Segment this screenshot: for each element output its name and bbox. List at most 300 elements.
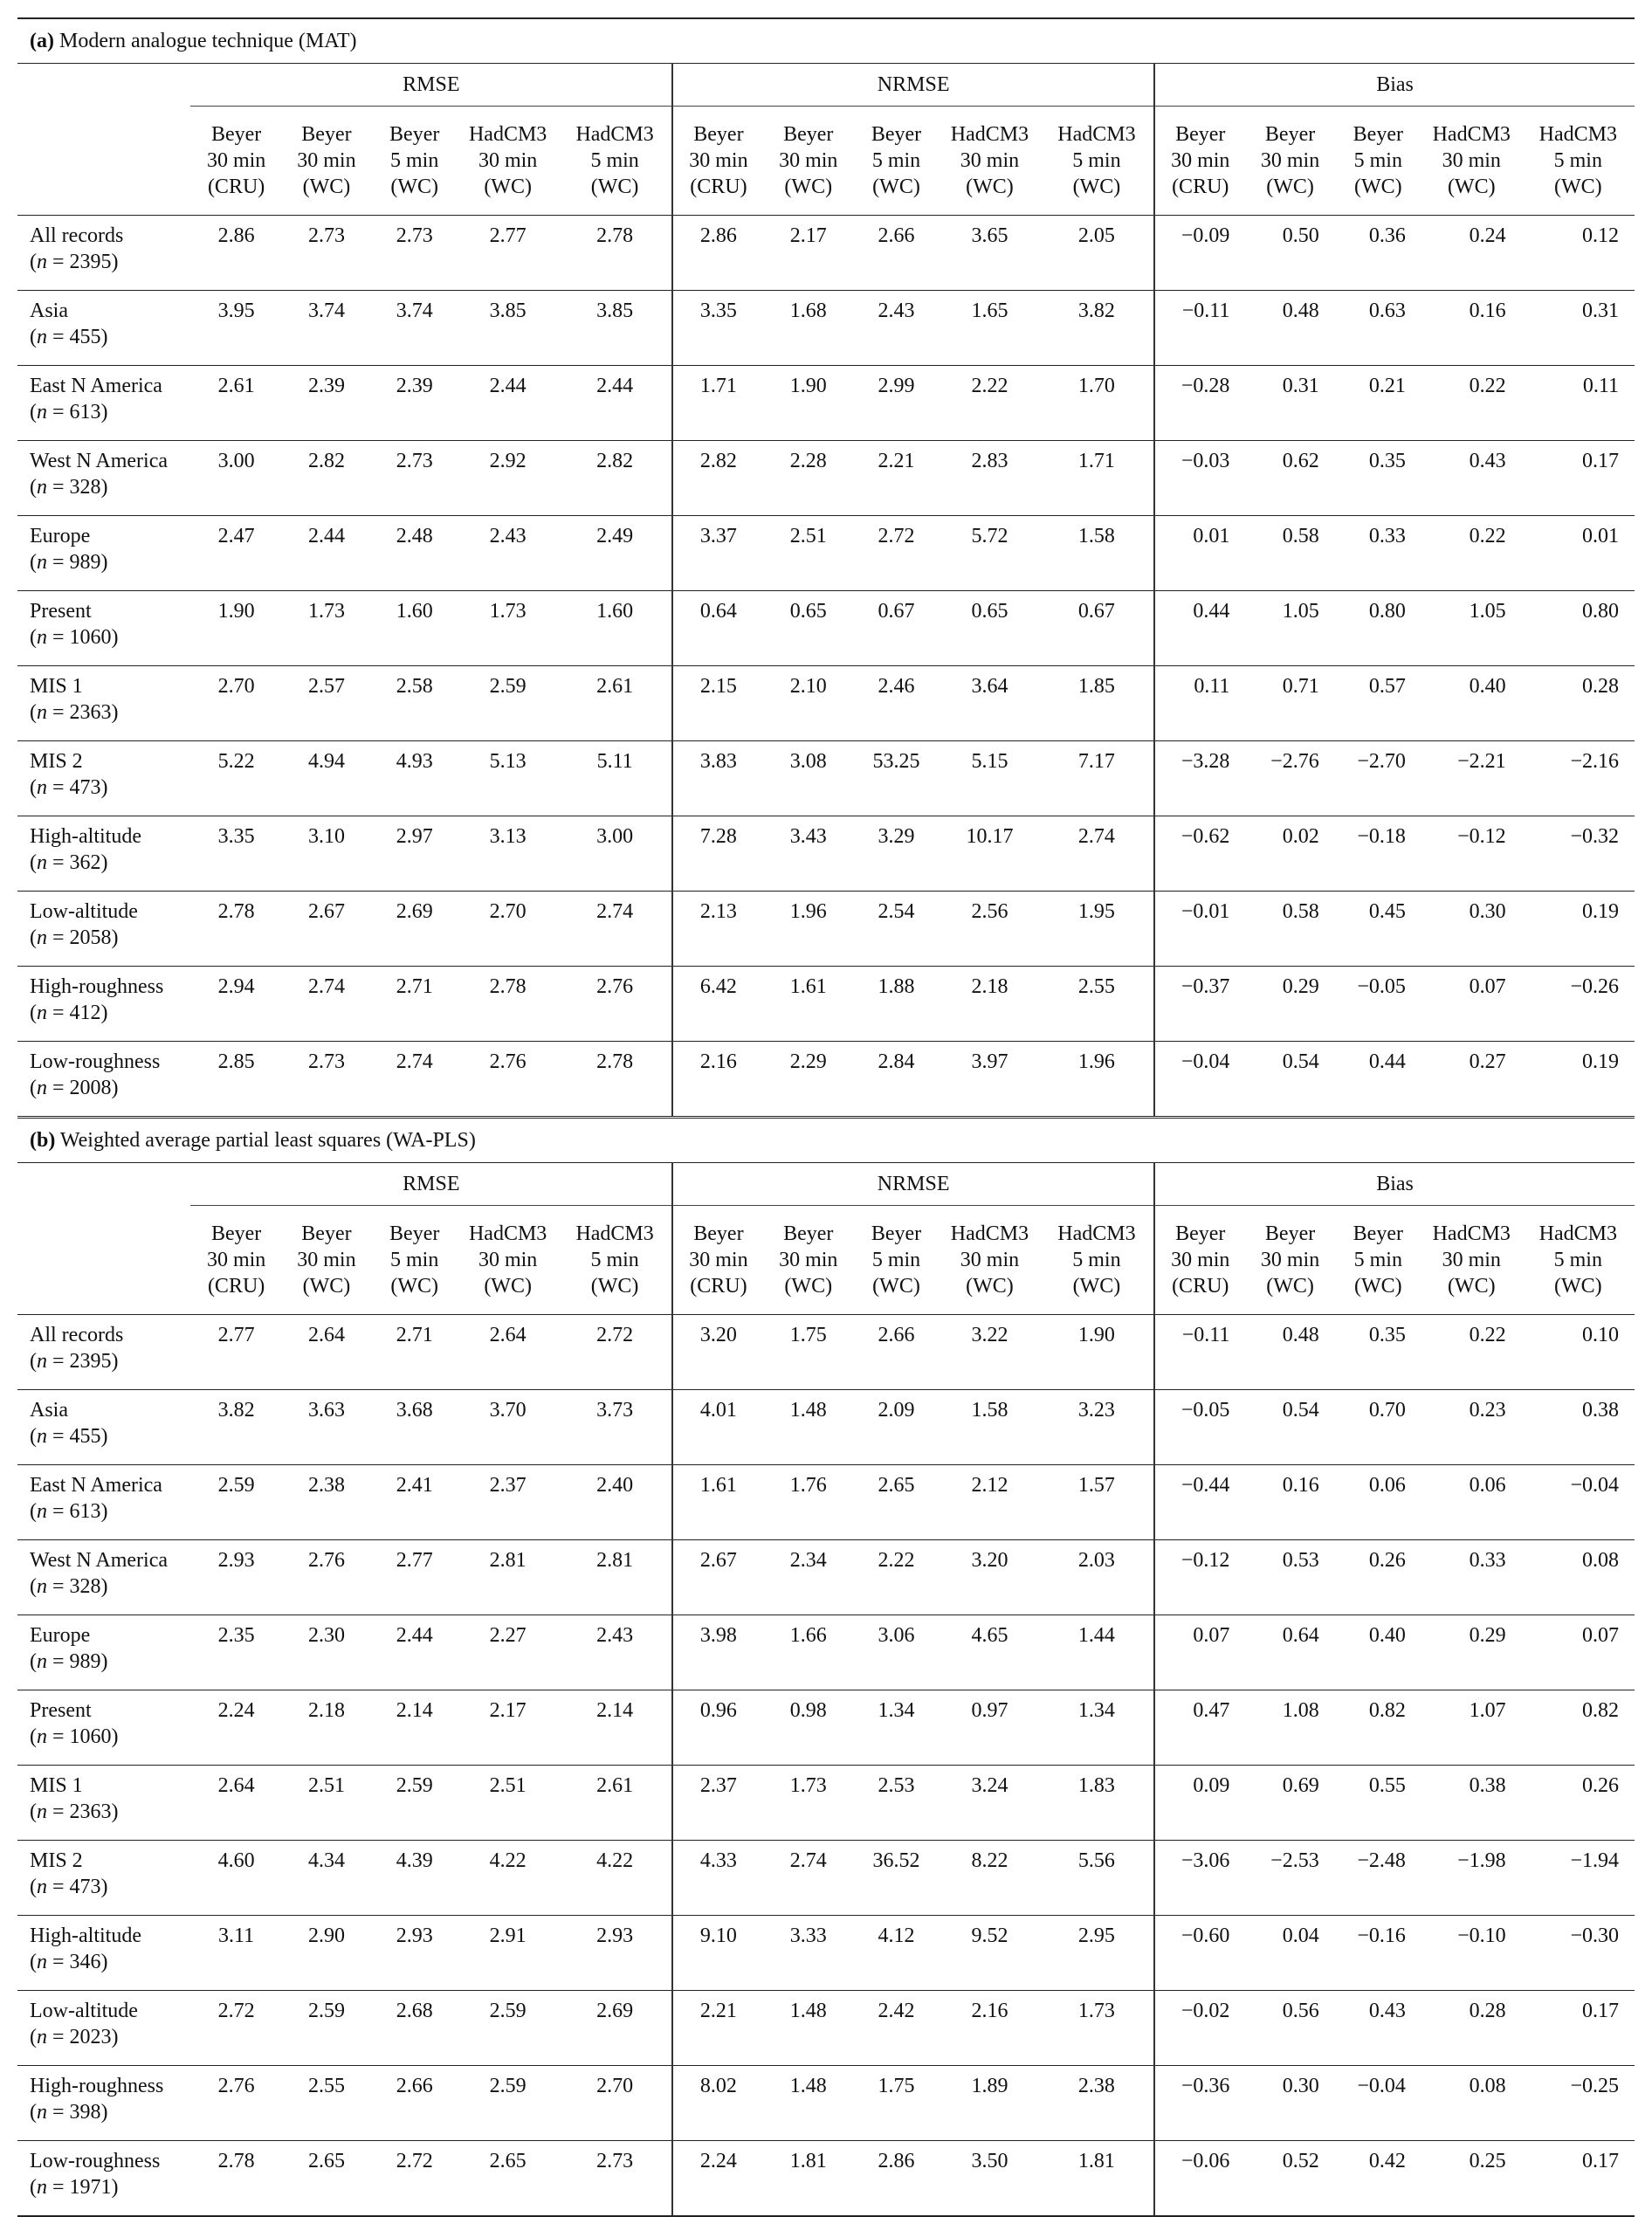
- table-row: [17, 2141, 1635, 2217]
- table-cell: 9.52: [940, 1916, 1040, 1991]
- table-cell: 2.55: [282, 2066, 371, 2141]
- table-cell: 2.86: [853, 2141, 940, 2217]
- row-name: Asia: [30, 1399, 68, 1422]
- table-cell: 1.75: [853, 2066, 940, 2141]
- row-label: [17, 1540, 190, 1615]
- table-cell: −0.12: [1421, 816, 1522, 892]
- table-cell: 2.58: [371, 666, 458, 741]
- table-cell: 1.73: [458, 591, 558, 666]
- table-cell: 2.44: [371, 1615, 458, 1690]
- table-cell: 0.10: [1522, 1315, 1635, 1390]
- table-cell: 2.70: [190, 666, 281, 741]
- table-cell: 0.53: [1245, 1540, 1334, 1615]
- table-cell: −0.30: [1522, 1916, 1635, 1991]
- table-cell: 0.22: [1421, 516, 1522, 591]
- table-cell: 2.51: [282, 1766, 371, 1841]
- row-label: [17, 441, 190, 516]
- table-cell: 1.58: [940, 1390, 1040, 1465]
- row-name: All records: [30, 1324, 124, 1346]
- row-name: East N America: [30, 1474, 162, 1497]
- table-cell: 5.13: [458, 741, 558, 816]
- column-header-line: (WC): [1447, 1275, 1496, 1298]
- table-cell: 0.33: [1421, 1540, 1522, 1615]
- table-cell: 2.74: [282, 967, 371, 1042]
- row-name: MIS 1: [30, 675, 83, 698]
- group-header: NRMSE: [672, 1163, 1154, 1206]
- table-cell: −0.11: [1154, 1315, 1245, 1390]
- sample-count: 346: [69, 1951, 101, 1973]
- table-cell: 0.25: [1421, 2141, 1522, 2217]
- table-cell: 0.38: [1522, 1390, 1635, 1465]
- column-header-line: 5 min: [390, 1249, 439, 1271]
- column-header-line: 5 min: [1072, 1249, 1121, 1271]
- table-cell: 0.97: [940, 1690, 1040, 1766]
- table-row: [17, 816, 1635, 892]
- column-header-line: (WC): [390, 1275, 439, 1298]
- table-cell: 3.95: [190, 291, 281, 366]
- column-header-line: 30 min: [206, 1249, 266, 1271]
- row-sample-size: (n = 398): [30, 2101, 108, 2124]
- column-header-line: 30 min: [1171, 149, 1230, 172]
- table-cell: 8.02: [672, 2066, 763, 2141]
- table-cell: 0.45: [1335, 892, 1421, 967]
- results-table-container: [17, 17, 1635, 2217]
- table-row: [17, 1841, 1635, 1916]
- table-cell: 2.74: [764, 1841, 853, 1916]
- table-cell: 2.84: [853, 1042, 940, 1118]
- column-header-line: (WC): [1266, 1275, 1314, 1298]
- table-cell: 2.39: [371, 366, 458, 441]
- table-cell: 0.22: [1421, 1315, 1522, 1390]
- row-sample-size: (n = 346): [30, 1951, 108, 1973]
- table-cell: 2.37: [672, 1766, 763, 1841]
- table-cell: 3.33: [764, 1916, 853, 1991]
- table-cell: 3.11: [190, 1916, 281, 1991]
- table-cell: 4.01: [672, 1390, 763, 1465]
- table-cell: 0.63: [1335, 291, 1421, 366]
- table-cell: 2.54: [853, 892, 940, 967]
- table-cell: 2.91: [458, 1916, 558, 1991]
- column-header-line: 30 min: [689, 149, 748, 172]
- column-header-line: (CRU): [207, 176, 265, 198]
- panel-title: Modern analogue technique (MAT): [59, 29, 357, 52]
- column-header-line: (WC): [784, 176, 833, 198]
- table-cell: 1.70: [1040, 366, 1154, 441]
- table-cell: −2.48: [1335, 1841, 1421, 1916]
- table-cell: 1.71: [672, 366, 763, 441]
- table-cell: 3.13: [458, 816, 558, 892]
- table-cell: 0.02: [1245, 816, 1334, 892]
- table-cell: 2.71: [371, 1315, 458, 1390]
- table-cell: 0.80: [1522, 591, 1635, 666]
- table-cell: 6.42: [672, 967, 763, 1042]
- table-cell: 0.69: [1245, 1766, 1334, 1841]
- table-cell: 0.64: [1245, 1615, 1334, 1690]
- table-cell: 36.52: [853, 1841, 940, 1916]
- row-sample-size: (n = 455): [30, 326, 108, 348]
- column-header-line: 30 min: [1442, 149, 1501, 172]
- column-header-line: 5 min: [390, 149, 439, 172]
- table-cell: −2.21: [1421, 741, 1522, 816]
- sample-count: 473: [69, 776, 101, 799]
- table-cell: 7.17: [1040, 741, 1154, 816]
- panel-caption: [17, 1118, 1635, 1163]
- column-header: [764, 1206, 853, 1315]
- table-cell: 2.61: [190, 366, 281, 441]
- group-header-row: [17, 64, 1635, 107]
- table-cell: −2.70: [1335, 741, 1421, 816]
- table-cell: 2.47: [190, 516, 281, 591]
- table-cell: 0.30: [1421, 892, 1522, 967]
- table-cell: 0.50: [1245, 216, 1334, 291]
- column-header: [190, 1206, 281, 1315]
- table-cell: 2.76: [282, 1540, 371, 1615]
- table-row: [17, 967, 1635, 1042]
- table-cell: −0.04: [1154, 1042, 1245, 1118]
- column-header-line: Beyer: [693, 123, 744, 146]
- column-header-line: 30 min: [1260, 1249, 1320, 1271]
- table-cell: 2.74: [558, 892, 672, 967]
- table-row: [17, 1315, 1635, 1390]
- table-cell: 0.44: [1335, 1042, 1421, 1118]
- row-sample-size: (n = 473): [30, 1876, 108, 1898]
- table-cell: 0.21: [1335, 366, 1421, 441]
- column-header-line: Beyer: [1175, 123, 1226, 146]
- table-cell: 2.41: [371, 1465, 458, 1540]
- column-header-line: (WC): [1266, 176, 1314, 198]
- column-header-line: (WC): [302, 176, 351, 198]
- table-cell: 0.16: [1245, 1465, 1334, 1540]
- table-cell: 2.43: [558, 1615, 672, 1690]
- column-header: [371, 107, 458, 216]
- table-cell: 1.88: [853, 967, 940, 1042]
- row-sample-size: (n = 1060): [30, 1725, 119, 1748]
- row-label: [17, 1390, 190, 1465]
- table-cell: 2.18: [940, 967, 1040, 1042]
- table-cell: 2.69: [558, 1991, 672, 2066]
- column-header-line: 30 min: [960, 149, 1020, 172]
- table-cell: 1.07: [1421, 1690, 1522, 1766]
- table-cell: 4.94: [282, 741, 371, 816]
- table-cell: 2.24: [190, 1690, 281, 1766]
- table-cell: 2.59: [371, 1766, 458, 1841]
- table-cell: 2.68: [371, 1991, 458, 2066]
- table-cell: 0.38: [1421, 1766, 1522, 1841]
- table-cell: 2.99: [853, 366, 940, 441]
- column-header: [1040, 107, 1154, 216]
- table-cell: 2.43: [458, 516, 558, 591]
- sample-count: 473: [69, 1876, 101, 1898]
- sample-count: 328: [69, 476, 101, 499]
- table-cell: 2.78: [558, 1042, 672, 1118]
- table-row: [17, 1766, 1635, 1841]
- table-cell: 2.74: [1040, 816, 1154, 892]
- table-cell: 1.96: [764, 892, 853, 967]
- table-cell: 0.09: [1154, 1766, 1245, 1841]
- group-header: NRMSE: [672, 64, 1154, 107]
- table-cell: 0.01: [1154, 516, 1245, 591]
- table-cell: 2.70: [558, 2066, 672, 2141]
- column-header-line: Beyer: [693, 1222, 744, 1245]
- row-label: [17, 1042, 190, 1118]
- table-cell: 0.65: [764, 591, 853, 666]
- row-name: High-altitude: [30, 1924, 141, 1947]
- table-cell: 2.61: [558, 1766, 672, 1841]
- table-cell: 2.71: [371, 967, 458, 1042]
- column-header-line: (WC): [484, 176, 532, 198]
- row-sample-size: (n = 473): [30, 776, 108, 799]
- row-name: MIS 2: [30, 1849, 83, 1872]
- table-cell: −0.06: [1154, 2141, 1245, 2217]
- table-cell: 2.67: [282, 892, 371, 967]
- column-header-line: (CRU): [1172, 176, 1229, 198]
- table-cell: −0.03: [1154, 441, 1245, 516]
- table-cell: −0.04: [1335, 2066, 1421, 2141]
- table-cell: 2.10: [764, 666, 853, 741]
- row-label: [17, 967, 190, 1042]
- sample-count: 989: [69, 551, 101, 574]
- table-cell: 3.06: [853, 1615, 940, 1690]
- column-header-line: HadCM3: [1432, 123, 1511, 146]
- column-header-line: 30 min: [1171, 1249, 1230, 1271]
- table-cell: 2.21: [672, 1991, 763, 2066]
- row-label: [17, 1991, 190, 2066]
- table-cell: 0.82: [1522, 1690, 1635, 1766]
- table-cell: 2.15: [672, 666, 763, 741]
- table-cell: 1.90: [1040, 1315, 1154, 1390]
- table-cell: 1.48: [764, 1390, 853, 1465]
- sample-count: 1971: [69, 2176, 112, 2199]
- group-header-row: [17, 1163, 1635, 1206]
- table-cell: 2.70: [458, 892, 558, 967]
- row-name: East N America: [30, 375, 162, 397]
- table-cell: 2.37: [458, 1465, 558, 1540]
- table-row: [17, 216, 1635, 291]
- table-cell: 2.81: [558, 1540, 672, 1615]
- table-cell: 5.22: [190, 741, 281, 816]
- table-cell: 2.59: [458, 1991, 558, 2066]
- table-cell: 0.06: [1335, 1465, 1421, 1540]
- column-header-line: 5 min: [1553, 1249, 1602, 1271]
- table-cell: −0.18: [1335, 816, 1421, 892]
- table-cell: 1.60: [558, 591, 672, 666]
- table-cell: 4.12: [853, 1916, 940, 1991]
- column-header-line: (WC): [1553, 176, 1602, 198]
- table-cell: 2.35: [190, 1615, 281, 1690]
- table-row: [17, 1540, 1635, 1615]
- sample-count: 2058: [69, 926, 112, 949]
- table-cell: 0.17: [1522, 1991, 1635, 2066]
- table-cell: 9.10: [672, 1916, 763, 1991]
- table-cell: 2.73: [558, 2141, 672, 2217]
- table-cell: −0.62: [1154, 816, 1245, 892]
- row-label: [17, 816, 190, 892]
- table-cell: 2.48: [371, 516, 458, 591]
- column-header-line: (CRU): [690, 176, 747, 198]
- table-row: [17, 1991, 1635, 2066]
- table-cell: 10.17: [940, 816, 1040, 892]
- table-row: [17, 366, 1635, 441]
- panel-letter: (b): [30, 1128, 56, 1152]
- table-cell: −2.53: [1245, 1841, 1334, 1916]
- row-label: [17, 1841, 190, 1916]
- table-row: [17, 666, 1635, 741]
- row-name: Europe: [30, 525, 91, 547]
- table-cell: 2.12: [940, 1465, 1040, 1540]
- panel-caption: [17, 18, 1635, 64]
- row-sample-size: (n = 989): [30, 1650, 108, 1673]
- column-header-line: HadCM3: [1057, 123, 1136, 146]
- table-cell: 2.56: [940, 892, 1040, 967]
- table-cell: 2.64: [458, 1315, 558, 1390]
- column-header-line: 30 min: [297, 1249, 356, 1271]
- row-sample-size: (n = 2023): [30, 2026, 119, 2048]
- sample-count: 412: [69, 1002, 101, 1024]
- table-cell: 0.06: [1421, 1465, 1522, 1540]
- column-header-line: (WC): [484, 1275, 532, 1298]
- row-sample-size: (n = 989): [30, 551, 108, 574]
- table-cell: 2.81: [458, 1540, 558, 1615]
- table-cell: 3.74: [282, 291, 371, 366]
- column-header-line: (WC): [1072, 1275, 1121, 1298]
- column-header-line: (WC): [1072, 176, 1121, 198]
- column-header-line: 5 min: [1353, 149, 1402, 172]
- table-cell: 2.66: [853, 216, 940, 291]
- row-sample-size: (n = 613): [30, 401, 108, 423]
- column-header-line: (WC): [966, 1275, 1014, 1298]
- table-cell: 1.08: [1245, 1690, 1334, 1766]
- column-header: [371, 1206, 458, 1315]
- table-cell: 2.78: [558, 216, 672, 291]
- sample-count: 2363: [69, 1800, 112, 1823]
- table-cell: 2.72: [853, 516, 940, 591]
- sample-count: 398: [69, 2101, 101, 2124]
- row-name: Low-roughness: [30, 1050, 161, 1073]
- column-header: [1154, 107, 1245, 216]
- column-header-line: Beyer: [301, 1222, 352, 1245]
- table-cell: 2.77: [190, 1315, 281, 1390]
- table-cell: 2.77: [458, 216, 558, 291]
- table-cell: −0.26: [1522, 967, 1635, 1042]
- table-cell: 4.60: [190, 1841, 281, 1916]
- table-row: [17, 291, 1635, 366]
- table-cell: 0.29: [1245, 967, 1334, 1042]
- table-cell: 0.70: [1335, 1390, 1421, 1465]
- column-header-line: (CRU): [207, 1275, 265, 1298]
- column-header-line: (WC): [1553, 1275, 1602, 1298]
- table-cell: 2.22: [940, 366, 1040, 441]
- table-cell: −0.09: [1154, 216, 1245, 291]
- column-header: [940, 107, 1040, 216]
- sample-count: 455: [69, 326, 101, 348]
- table-cell: 3.24: [940, 1766, 1040, 1841]
- row-label: [17, 2141, 190, 2217]
- column-header-line: HadCM3: [950, 1222, 1029, 1245]
- table-cell: 1.65: [940, 291, 1040, 366]
- column-header-line: (WC): [302, 1275, 351, 1298]
- table-cell: 3.10: [282, 816, 371, 892]
- table-cell: 2.82: [282, 441, 371, 516]
- table-cell: 1.68: [764, 291, 853, 366]
- table-row: [17, 441, 1635, 516]
- table-cell: −3.28: [1154, 741, 1245, 816]
- column-header-line: (WC): [1353, 1275, 1402, 1298]
- sample-count: 328: [69, 1575, 101, 1598]
- table-cell: 2.44: [458, 366, 558, 441]
- table-cell: 3.85: [558, 291, 672, 366]
- column-header: [558, 107, 672, 216]
- sample-count: 1060: [69, 1725, 112, 1748]
- row-name: MIS 2: [30, 750, 83, 773]
- table-cell: 2.72: [190, 1991, 281, 2066]
- table-cell: 1.90: [764, 366, 853, 441]
- table-cell: −0.36: [1154, 2066, 1245, 2141]
- column-header: [1421, 1206, 1522, 1315]
- row-sample-size: (n = 613): [30, 1500, 108, 1523]
- table-cell: −0.37: [1154, 967, 1245, 1042]
- row-label: [17, 666, 190, 741]
- table-cell: 2.16: [940, 1991, 1040, 2066]
- column-header: [458, 107, 558, 216]
- row-label: [17, 1315, 190, 1390]
- table-cell: 0.65: [940, 591, 1040, 666]
- column-header: [282, 107, 371, 216]
- column-header-line: 5 min: [590, 149, 639, 172]
- table-cell: 2.42: [853, 1991, 940, 2066]
- table-cell: 53.25: [853, 741, 940, 816]
- row-label: [17, 1766, 190, 1841]
- column-header-line: 30 min: [960, 1249, 1020, 1271]
- sample-count: 2008: [69, 1077, 112, 1099]
- sample-count: 613: [69, 1500, 101, 1523]
- table-cell: 1.71: [1040, 441, 1154, 516]
- sample-count: 2395: [69, 1350, 112, 1373]
- table-cell: 0.07: [1421, 967, 1522, 1042]
- table-cell: 2.51: [764, 516, 853, 591]
- row-sample-size: (n = 328): [30, 1575, 108, 1598]
- table-cell: 3.35: [672, 291, 763, 366]
- table-cell: 3.50: [940, 2141, 1040, 2217]
- table-cell: 0.82: [1335, 1690, 1421, 1766]
- group-header: RMSE: [190, 64, 672, 107]
- column-header-line: 5 min: [1553, 149, 1602, 172]
- row-label: [17, 1615, 190, 1690]
- table-cell: 3.97: [940, 1042, 1040, 1118]
- table-cell: 2.67: [672, 1540, 763, 1615]
- row-label: [17, 1465, 190, 1540]
- column-header-line: 5 min: [590, 1249, 639, 1271]
- table-cell: 2.59: [282, 1991, 371, 2066]
- table-cell: 0.24: [1421, 216, 1522, 291]
- table-cell: 2.90: [282, 1916, 371, 1991]
- row-label: [17, 516, 190, 591]
- column-header-line: Beyer: [1353, 123, 1403, 146]
- row-name: Low-roughness: [30, 2150, 161, 2172]
- table-cell: 2.93: [371, 1916, 458, 1991]
- table-cell: 0.54: [1245, 1042, 1334, 1118]
- table-cell: −0.11: [1154, 291, 1245, 366]
- column-header-line: (CRU): [690, 1275, 747, 1298]
- table-cell: 0.01: [1522, 516, 1635, 591]
- table-cell: 5.11: [558, 741, 672, 816]
- table-row: [17, 741, 1635, 816]
- table-cell: 2.97: [371, 816, 458, 892]
- table-cell: 4.22: [558, 1841, 672, 1916]
- row-name: MIS 1: [30, 1774, 83, 1797]
- table-cell: 2.43: [853, 291, 940, 366]
- table-cell: −2.16: [1522, 741, 1635, 816]
- table-cell: 2.03: [1040, 1540, 1154, 1615]
